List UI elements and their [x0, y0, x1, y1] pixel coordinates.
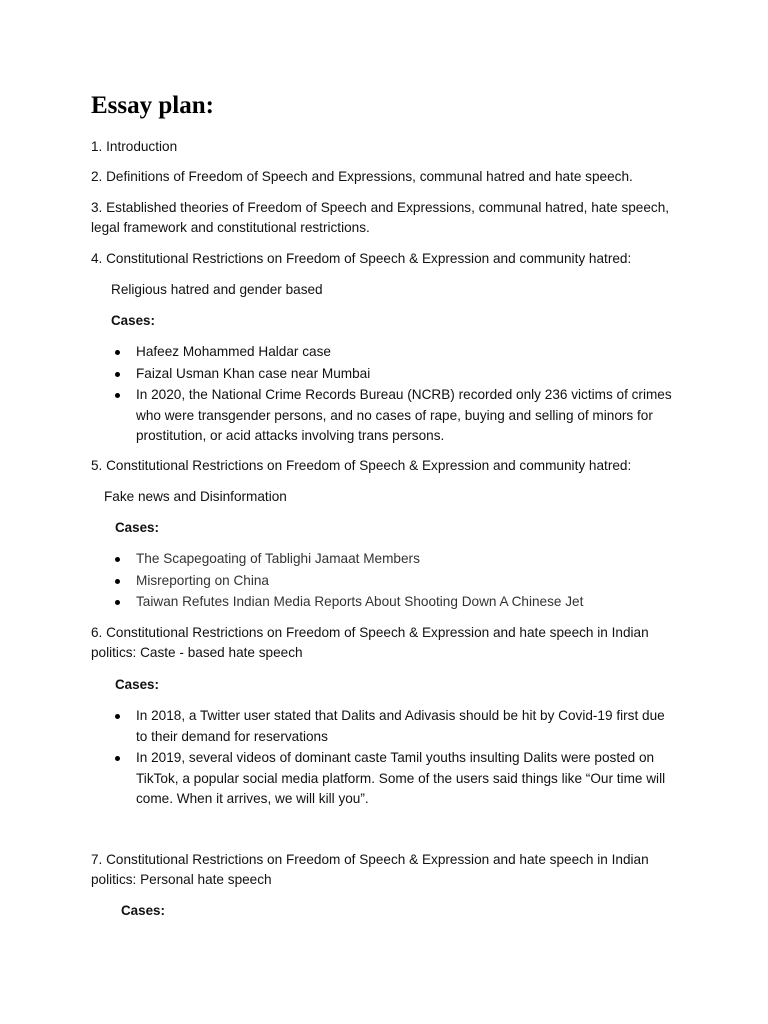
- list-item: In 2018, a Twitter user stated that Dalits and Adivasis should be hit by Covid-19 first due to their demand for reservations: [114, 706, 674, 747]
- cases-list-6: [114, 706, 674, 811]
- list-item: In 2019, several videos of dominant caste Tamil youths insulting Dalits were posted on TikTok, a popular social media platform. Some of the users said things like “Our time will come. When it arrives, we will kill you”.: [114, 748, 674, 810]
- item-section4-subheading: Religious hatred and gender based: [111, 282, 323, 297]
- list-item: Hafeez Mohammed Haldar case: [114, 342, 674, 363]
- list-item: Faizal Usman Khan case near Mumbai: [114, 364, 674, 385]
- cases-list-4: [114, 342, 674, 448]
- item-section6-line1: 6. Constitutional Restrictions on Freedom of Speech & Expression and hate speech in Indian: [91, 625, 649, 640]
- item-theories-line1: 3. Established theories of Freedom of Speech and Expressions, communal hatred, hate speech,: [91, 200, 670, 215]
- item-definitions: 2. Definitions of Freedom of Speech and Expressions, communal hatred and hate speech.: [91, 169, 633, 184]
- item-section4-heading: 4. Constitutional Restrictions on Freedom of Speech & Expression and community hatred:: [91, 251, 632, 266]
- cases-label-5: Cases:: [115, 520, 159, 535]
- page-title: Essay plan:: [91, 92, 214, 119]
- list-item: In 2020, the National Crime Records Bureau (NCRB) recorded only 236 victims of crimes who were transgender persons, and no cases of rape, buying and selling of minors for prostitution, or acid attacks involving trans persons.: [114, 385, 674, 447]
- item-theories-line2: legal framework and constitutional restrictions.: [91, 220, 370, 235]
- cases-list-5: [114, 549, 674, 614]
- item-section7-line1: 7. Constitutional Restrictions on Freedom of Speech & Expression and hate speech in Indian: [91, 852, 649, 867]
- list-item: The Scapegoating of Tablighi Jamaat Members: [114, 549, 674, 570]
- cases-label-7: Cases:: [121, 903, 165, 918]
- list-item: Misreporting on China: [114, 571, 674, 592]
- item-section5-heading: 5. Constitutional Restrictions on Freedom of Speech & Expression and community hatred:: [91, 458, 632, 473]
- item-section5-subheading: Fake news and Disinformation: [104, 489, 287, 504]
- cases-label-6: Cases:: [115, 677, 159, 692]
- item-introduction: 1. Introduction: [91, 139, 178, 154]
- cases-label-4: Cases:: [111, 313, 155, 328]
- item-section6-line2: politics: Caste - based hate speech: [91, 645, 303, 660]
- list-item: Taiwan Refutes Indian Media Reports About Shooting Down A Chinese Jet: [114, 592, 674, 613]
- item-section7-line2: politics: Personal hate speech: [91, 872, 272, 887]
